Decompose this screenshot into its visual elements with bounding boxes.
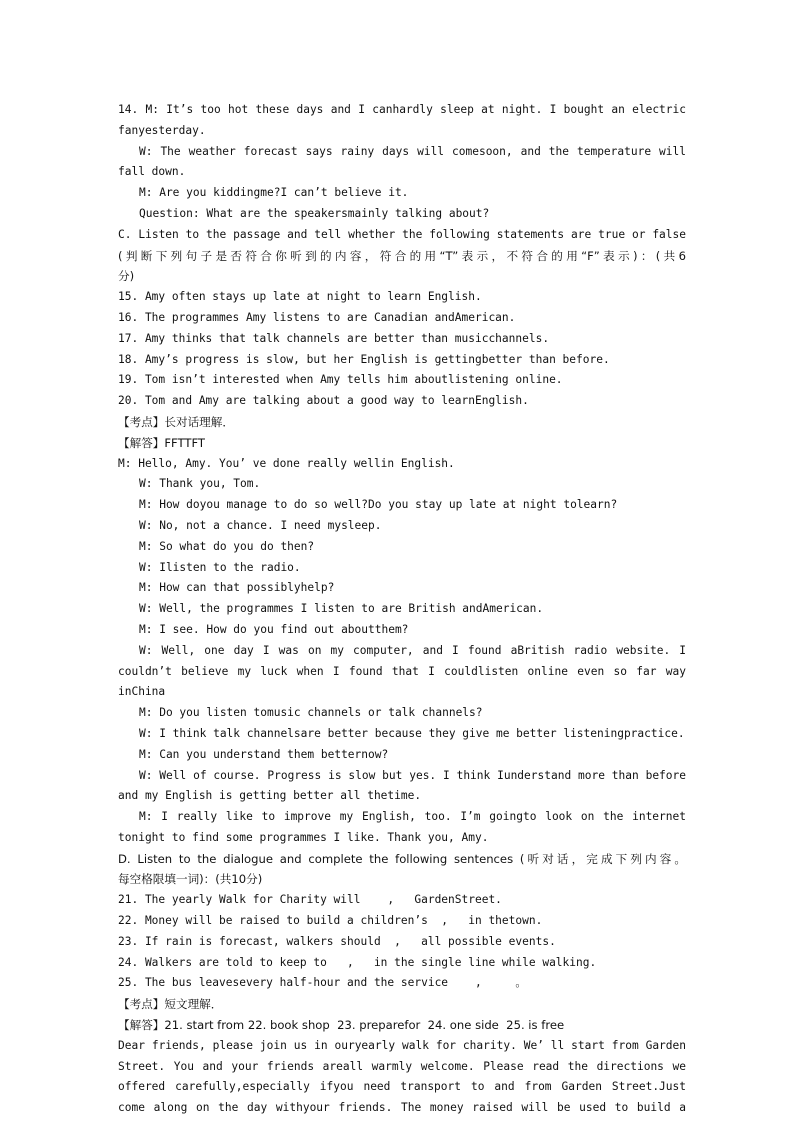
text-line: W: Thank you, Tom. bbox=[139, 477, 261, 491]
text-line: W: Ilisten to the radio. bbox=[139, 560, 301, 574]
text-line: fanyesterday. bbox=[118, 123, 206, 137]
text-line: 【解答】21. start from 22. book shop 23. preparefor 24. one side 25. is free bbox=[118, 1018, 565, 1033]
text-line: M: I really like to improve my English, too. I’m goingto look on the internet bbox=[139, 810, 686, 824]
text-line: 20. Tom and Amy are talking about a good way to learnEnglish. bbox=[118, 394, 529, 408]
text-line: 23. If rain is forecast, walkers should , all possible events. bbox=[118, 934, 556, 948]
text-line: M: How can that possiblyhelp? bbox=[139, 581, 335, 595]
text-line: 25. The bus leavesevery half-hour and the service , 。 bbox=[118, 976, 527, 990]
text-line: W: No, not a chance. I need mysleep. bbox=[139, 518, 382, 532]
text-line: 【解答】FFTTFT bbox=[118, 435, 206, 450]
text-line: M: I see. How do you find out aboutthem? bbox=[139, 622, 409, 636]
text-line: 24. Walkers are told to keep to , in the single line while walking. bbox=[118, 955, 597, 969]
text-line: W: Well, the programmes I listen to are British andAmerican. bbox=[139, 602, 544, 616]
text-line: M: Do you listen tomusic channels or talk channels? bbox=[139, 706, 483, 720]
text-line: offered carefully,especially ifyou need transport to and from Garden Street.Just bbox=[118, 1080, 686, 1094]
text-line: 15. Amy often stays up late at night to learn English. bbox=[118, 290, 482, 304]
text-line: 16. The programmes Amy listens to are Canadian andAmerican. bbox=[118, 310, 516, 324]
text-line: 14. M: It’s too hot these days and I canhardly sleep at night. I bought an electric bbox=[118, 103, 686, 116]
text-line: 22. Money will be raised to build a children’s , in thetown. bbox=[118, 914, 543, 928]
text-line: 分) bbox=[118, 269, 135, 284]
text-line: M: Can you understand them betternow? bbox=[139, 747, 389, 761]
text-line: W: The weather forecast says rainy days will comesoon, and the temperature will bbox=[139, 144, 686, 158]
text-line: W: Well of course. Progress is slow but yes. I think Iunderstand more than before bbox=[139, 768, 686, 782]
text-line: 19. Tom isn’t interested when Amy tells him aboutlistening online. bbox=[118, 373, 563, 387]
text-line: W: I think talk channelsare better because they give me better listeningpractice. bbox=[139, 726, 685, 740]
text-line: 21. The yearly Walk for Charity will , GardenStreet. bbox=[118, 893, 502, 907]
text-line: C. Listen to the passage and tell whether the following statements are true or false bbox=[118, 227, 686, 241]
text-line: 【考点】长对话理解． bbox=[118, 414, 234, 429]
text-line: 每空格限填一词)：(共10分) bbox=[118, 872, 263, 887]
text-line: M: So what do you do then? bbox=[139, 539, 315, 553]
text-line: come along on the day withyour friends. The money raised will be used to build a bbox=[118, 1101, 686, 1115]
text-line: couldn’t believe my luck when I found that I couldlisten online even so far way inChina bbox=[118, 664, 686, 699]
text-line: tonight to find some programmes I like. Thank you, Amy. bbox=[118, 830, 489, 844]
text-line: 【考点】短文理解． bbox=[118, 997, 223, 1012]
document-page bbox=[118, 100, 686, 1119]
text-line: D. Listen to the dialogue and complete the following sentences (听对话，完成下列内容。 bbox=[118, 851, 686, 866]
text-line: Dear friends, please join us in ouryearly walk for charity. We’ ll start from Garden bbox=[118, 1038, 686, 1052]
text-line: (判断下列句子是否符合你听到的内容，符合的用“T”表示，不符合的用“F”表示)：(共6 bbox=[118, 248, 686, 263]
text-line: 17. Amy thinks that talk channels are better than musicchannels. bbox=[118, 331, 550, 345]
text-line: M: How doyou manage to do so well?Do you stay up late at night tolearn? bbox=[139, 498, 618, 512]
text-line: M: Hello, Amy. You’ ve done really wellin English. bbox=[118, 456, 455, 470]
text-line: and my English is getting better all thetime. bbox=[118, 789, 422, 803]
text-line: 18. Amy’s progress is slow, but her English is gettingbetter than before. bbox=[118, 352, 610, 366]
text-line: Question: What are the speakersmainly talking about? bbox=[139, 206, 490, 220]
text-line: W: Well, one day I was on my computer, and I found aBritish radio website. I bbox=[139, 643, 686, 657]
text-line: Street. You and your friends areall warmly welcome. Please read the directions we bbox=[118, 1059, 686, 1073]
text-line: fall down. bbox=[118, 165, 186, 179]
text-line: M: Are you kiddingme?I can’t believe it. bbox=[139, 186, 409, 200]
